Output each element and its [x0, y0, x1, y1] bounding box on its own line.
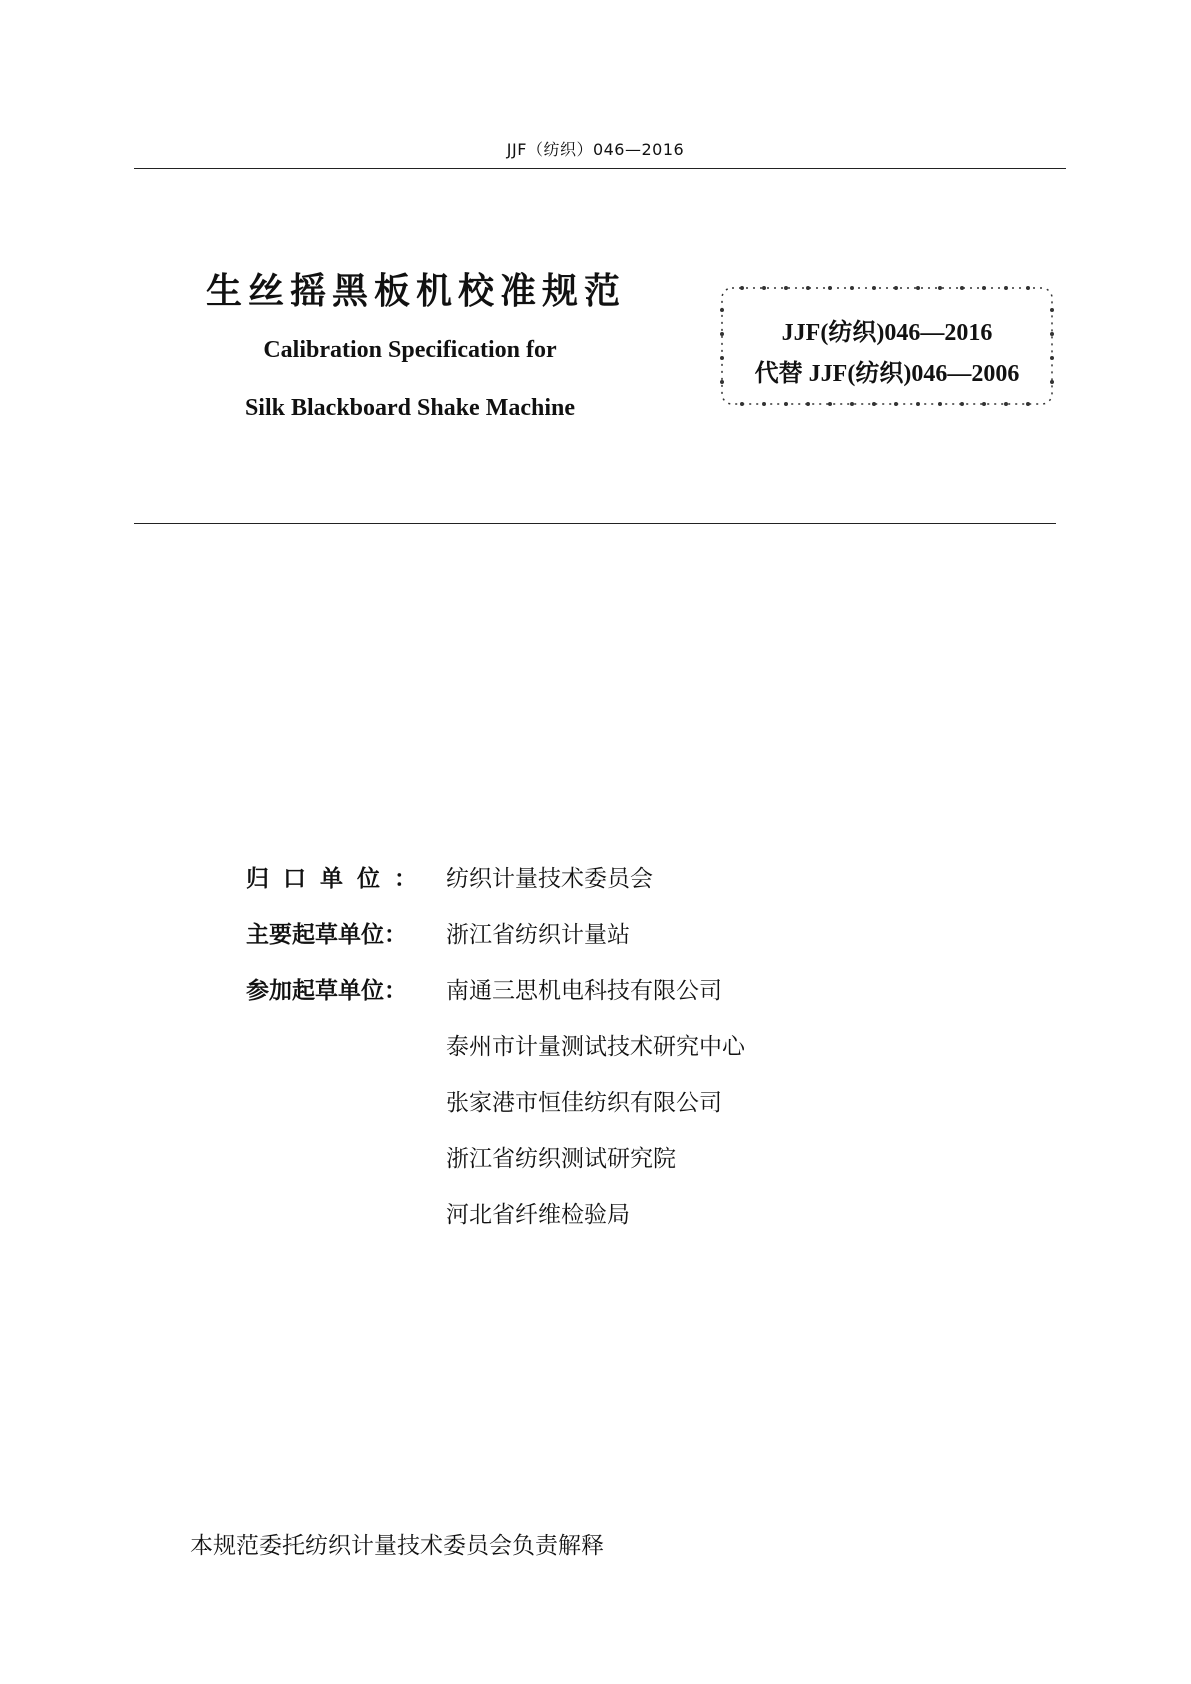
border-dot — [894, 402, 898, 406]
responsible-unit-value: 纺织计量技术委员会 — [446, 866, 653, 892]
participant-item: 南通三思机电科技有限公司 — [446, 978, 722, 1004]
participants-label: 参加起草单位： — [246, 978, 407, 1004]
border-dot — [784, 402, 788, 406]
main-drafter-value: 浙江省纺织计量站 — [446, 922, 630, 948]
header-divider — [134, 168, 1066, 169]
border-dot — [916, 286, 920, 290]
border-dot — [1004, 286, 1008, 290]
border-dot — [850, 286, 854, 290]
participants-row — [246, 972, 722, 1005]
participant-item: 张家港市恒佳纺织有限公司 — [446, 1090, 722, 1116]
border-dot — [828, 286, 832, 290]
border-dot — [938, 286, 942, 290]
border-dot — [1026, 286, 1030, 290]
border-dot — [894, 286, 898, 290]
title-english-line2: Silk Blackboard Shake Machine — [244, 395, 576, 421]
border-dot — [740, 286, 744, 290]
stamp-code-current: JJF(纺织)046—2016 — [781, 320, 993, 346]
border-dot — [960, 402, 964, 406]
participants-row — [246, 1196, 630, 1228]
responsible-unit-row — [246, 860, 653, 893]
border-dot — [982, 286, 986, 290]
participants-row — [246, 1028, 745, 1060]
border-dot — [762, 286, 766, 290]
border-dot — [916, 402, 920, 406]
border-dot — [938, 402, 942, 406]
border-dot — [1004, 402, 1008, 406]
document-code-header: JJF（纺织）046—2016 — [506, 140, 685, 159]
border-dot — [872, 286, 876, 290]
participant-item: 浙江省纺织测试研究院 — [446, 1146, 676, 1172]
border-dot — [762, 402, 766, 406]
main-drafter-row — [246, 916, 630, 949]
border-dot — [872, 402, 876, 406]
border-dot — [740, 402, 744, 406]
participant-item: 河北省纤维检验局 — [446, 1202, 630, 1228]
interpretation-note: 本规范委托纺织计量技术委员会负责解释 — [190, 1533, 604, 1559]
border-dot — [806, 402, 810, 406]
border-dot — [850, 402, 854, 406]
responsible-unit-label: 归口单位： — [246, 866, 431, 892]
border-dot — [828, 402, 832, 406]
participants-row — [246, 1140, 676, 1172]
title-english-line1: Calibration Specification for — [263, 337, 557, 363]
title-divider — [134, 523, 1056, 524]
main-drafter-label: 主要起草单位： — [246, 922, 407, 948]
border-dot — [960, 286, 964, 290]
border-dot — [784, 286, 788, 290]
border-dot — [982, 402, 986, 406]
stamp-code-replaces: 代替 JJF(纺织)046—2006 — [754, 361, 1020, 387]
participant-item: 泰州市计量测试技术研究中心 — [446, 1034, 745, 1060]
title-chinese: 生丝摇黑板机校准规范 — [206, 271, 627, 312]
border-dot — [1026, 402, 1030, 406]
border-dot — [806, 286, 810, 290]
participants-row — [246, 1084, 722, 1116]
code-stamp-box — [718, 284, 1056, 408]
